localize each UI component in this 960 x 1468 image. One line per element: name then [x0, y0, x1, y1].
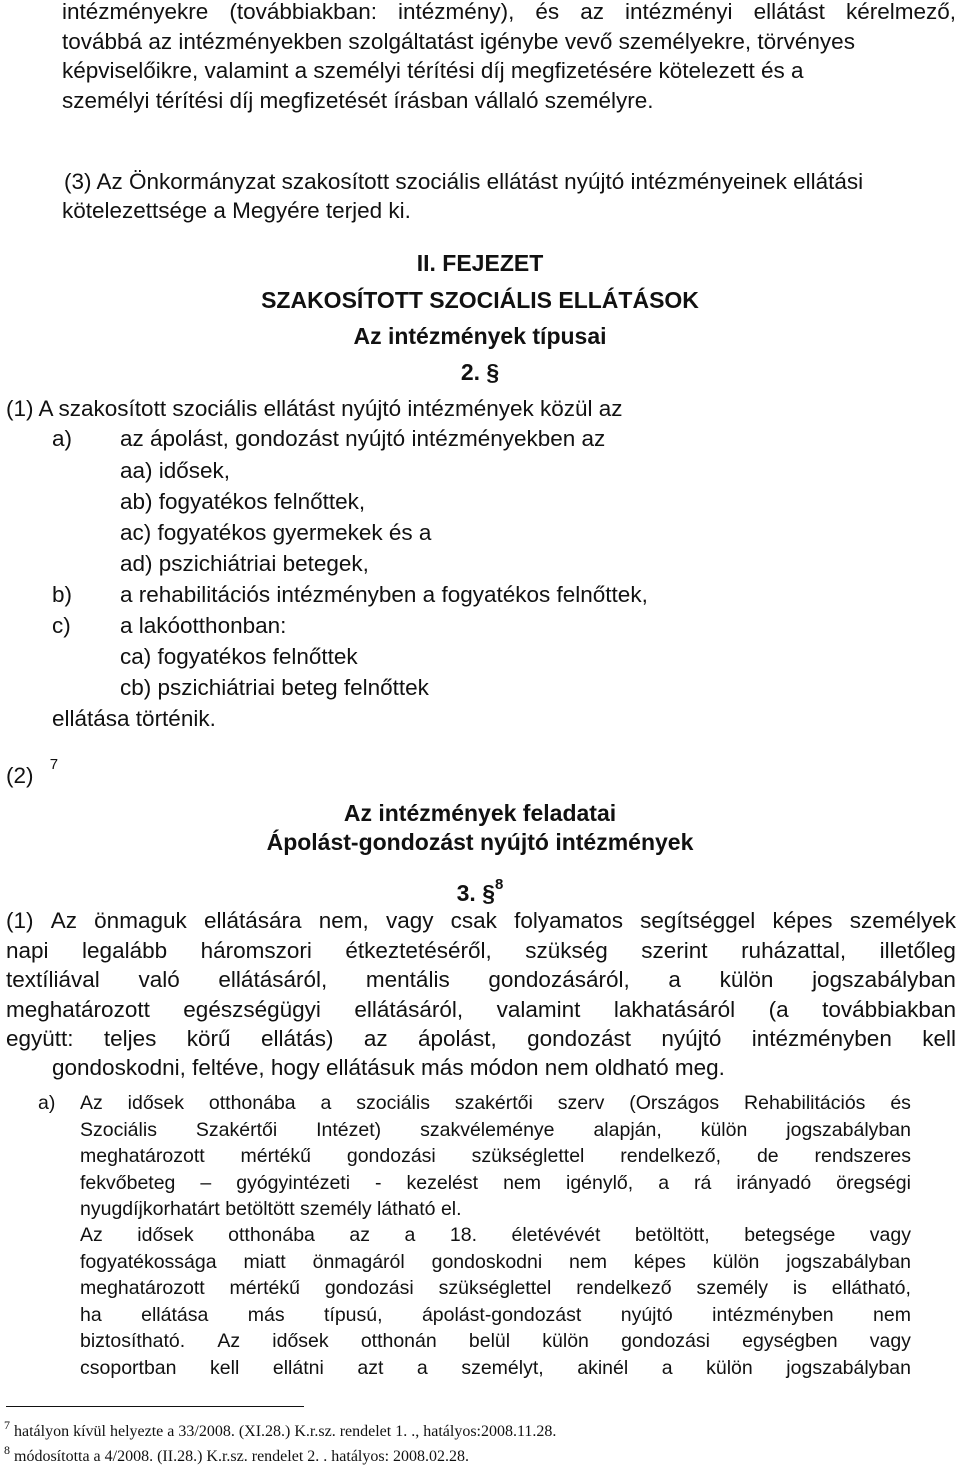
word: ruházattal,	[741, 937, 847, 963]
word: szakértői	[454, 1092, 533, 1114]
word: nem	[503, 1171, 541, 1194]
word: 18.	[449, 1224, 477, 1246]
section-number-2: 2. §	[460, 359, 500, 385]
word: típusú,	[323, 1303, 383, 1326]
sec3-b-line	[80, 1249, 911, 1276]
word: (1)	[6, 908, 34, 933]
word: meghatározott	[80, 1277, 205, 1299]
sec3-p1-line	[6, 995, 956, 1025]
word: képes	[772, 908, 833, 933]
word: folyamatos	[514, 908, 623, 933]
word: belül	[468, 1330, 511, 1352]
list-item-a: az ápolást, gondozást nyújtó intézményekben az	[120, 426, 606, 451]
list-item-cb: cb) pszichiátriai beteg felnőttek	[120, 675, 429, 700]
word: Szakértői	[195, 1118, 278, 1141]
word: étkeztetéséről,	[345, 937, 492, 963]
chapter-number: II. FEJEZET	[416, 250, 544, 276]
footnote-ref-8: 8	[495, 876, 504, 893]
list-label-a: a)	[52, 426, 73, 451]
word: lakhatásáról	[613, 996, 736, 1022]
word: idősek	[137, 1224, 194, 1246]
word: való	[138, 967, 180, 992]
sec2-p1: (1) A szakosított szociális ellátást nyújtó intézmények közül az	[6, 396, 623, 421]
word: Az	[50, 908, 77, 933]
sec2-p2-label: (2)	[6, 763, 34, 788]
list-label-c: c)	[52, 613, 71, 638]
word: kell	[210, 1356, 240, 1379]
word: ellátni	[272, 1356, 324, 1379]
word: Az	[80, 1092, 103, 1114]
word: személyek	[849, 908, 956, 933]
word: intézményi	[625, 0, 733, 24]
word: gondozási	[621, 1330, 710, 1352]
footnote-ref-7: 7	[49, 756, 59, 773]
word: szükséglettel	[438, 1277, 552, 1299]
word: rá	[694, 1171, 712, 1194]
word: betöltött,	[634, 1224, 710, 1246]
sec3-p1-line	[6, 936, 956, 966]
word: a	[658, 1171, 670, 1194]
chapter-title: SZAKOSÍTOTT SZOCIÁLIS ELLÁTÁSOK	[261, 287, 699, 313]
word: idősek	[127, 1092, 185, 1114]
word: öregségi	[836, 1171, 911, 1194]
word: külön	[706, 1356, 753, 1379]
word: jogszabályban	[786, 1118, 911, 1141]
word: csak	[450, 908, 497, 933]
word: nyújtó	[620, 1303, 673, 1326]
word: mértékű	[229, 1277, 300, 1299]
intro-line-2: továbbá az intézményekben szolgáltatást igénybe vevő személyekre, törvényes	[62, 29, 855, 54]
footnote-separator	[6, 1406, 304, 1407]
intro-line-3: képviselőikre, valamint a személyi térítési díj megfizetésére kötelezett és a	[62, 58, 804, 83]
word: Az	[217, 1330, 241, 1352]
word: ápolást-gondozást	[421, 1303, 582, 1326]
word: -	[375, 1171, 382, 1194]
word: miatt	[243, 1250, 286, 1273]
word: és	[535, 0, 560, 24]
sec3-p1-line	[6, 1024, 956, 1054]
section-heading: Az intézmények típusai	[353, 323, 607, 349]
word: betegsége	[744, 1224, 836, 1246]
word: továbbiakban	[822, 996, 956, 1022]
sec3-a-line	[80, 1117, 911, 1144]
sec3-b-line	[80, 1275, 911, 1302]
word: akinél	[577, 1356, 629, 1379]
list-item-ac: ac) fogyatékos gyermekek és a	[120, 520, 432, 545]
word: idősek	[272, 1330, 329, 1352]
sec3-p1-last: gondoskodni, feltéve, hogy ellátásuk más módon nem oldható meg.	[52, 1055, 725, 1080]
word: intézmény),	[398, 0, 515, 24]
word: nem	[873, 1303, 911, 1326]
word: segítséggel	[640, 908, 756, 933]
word: (a	[768, 996, 789, 1022]
sec3-p1-line	[6, 965, 956, 995]
word: az	[363, 1026, 388, 1051]
word: kérelmező,	[845, 0, 956, 24]
word: külön	[542, 1330, 589, 1352]
word: teljes	[103, 1026, 157, 1051]
sec3-b-line	[80, 1302, 911, 1329]
word: ellátása	[141, 1303, 209, 1326]
list-item-ad: ad) pszichiátriai betegek,	[120, 551, 369, 576]
sec3-a-last: nyugdíjkorhatárt betöltött személy látható el.	[80, 1198, 462, 1220]
word: vagy	[385, 908, 434, 933]
word: jogszabályban	[812, 967, 956, 992]
word: szerint	[641, 937, 708, 963]
list-item-ab: ab) fogyatékos felnőttek,	[120, 489, 366, 514]
footnote-8: $^8$ módosította a 4/2008. (II.28.) K.r.sz. rendelet 2. . hatályos: 2008.02.28.	[4, 1443, 470, 1465]
word: életévévét	[511, 1224, 601, 1246]
word: ellátást	[753, 0, 825, 24]
word: meghatározott	[80, 1145, 205, 1167]
word: Az	[80, 1224, 103, 1246]
word: ápolást,	[417, 1026, 497, 1051]
word: ha	[80, 1303, 102, 1326]
word: a	[320, 1092, 332, 1114]
word: külön	[719, 967, 774, 992]
word: mentális	[365, 967, 450, 992]
word: gondozást	[527, 1026, 631, 1051]
word: biztosítható.	[80, 1330, 186, 1352]
list-item-aa: aa) idősek,	[120, 458, 231, 483]
word: ellátás)	[260, 1026, 334, 1051]
word: külön	[712, 1250, 760, 1273]
word: vagy	[869, 1224, 911, 1246]
word: gyógyintézeti	[236, 1171, 351, 1194]
sec3-a-label: a)	[38, 1092, 56, 1114]
sec2-closing: ellátása történik.	[52, 706, 216, 731]
word: is	[792, 1277, 807, 1299]
word: szociális	[356, 1092, 430, 1114]
sec3-a-line	[80, 1170, 911, 1197]
word: más	[247, 1303, 285, 1326]
word: rendelkező,	[620, 1145, 722, 1167]
word: együtt:	[6, 1026, 74, 1051]
word: rendszeres	[814, 1145, 911, 1167]
word: szakvéleménye	[420, 1118, 555, 1141]
word: napi	[6, 937, 49, 963]
word: jogszabályban	[786, 1250, 911, 1273]
word: az	[580, 0, 604, 24]
para3-line-2: kötelezettsége a Megyére terjed ki.	[62, 198, 411, 223]
word: azt	[357, 1356, 384, 1379]
word: irányadó	[736, 1171, 812, 1194]
word: vagy	[869, 1330, 911, 1352]
word: egészségügyi	[183, 996, 321, 1022]
word: Intézet)	[316, 1118, 382, 1141]
word: körű	[186, 1026, 231, 1051]
word: személy	[696, 1277, 768, 1299]
word: rendelkező	[576, 1277, 672, 1299]
word: mértékű	[240, 1145, 311, 1167]
intro-line-4: személyi térítési díj megfizetését írásban vállaló személyre.	[62, 88, 654, 113]
word: nem,	[318, 908, 369, 933]
word: fekvőbeteg	[80, 1171, 176, 1194]
word: gondozási	[324, 1277, 414, 1299]
word: önmagáról	[312, 1250, 405, 1273]
word: meghatározott	[6, 996, 150, 1022]
word: külön	[700, 1118, 748, 1141]
word: legalább	[82, 937, 168, 963]
para3-line-1: (3) Az Önkormányzat szakosított szociális ellátást nyújtó intézményeinek ellátási	[64, 169, 864, 194]
sec2-p2	[6, 750, 58, 791]
intro-line-1	[62, 0, 956, 27]
word: Rehabilitációs	[744, 1092, 866, 1114]
word: intézményben	[751, 1026, 892, 1051]
word: alapján,	[593, 1118, 662, 1141]
word: kell	[922, 1026, 956, 1051]
word: a	[416, 1356, 428, 1379]
word: az	[349, 1224, 371, 1246]
word: a	[661, 1356, 673, 1379]
word: gondoskodni	[431, 1250, 543, 1273]
list-item-c: a lakóotthonban:	[120, 613, 287, 638]
word: csoportban	[80, 1356, 177, 1379]
word: fogyatékossága	[80, 1250, 217, 1273]
word: háromszori	[200, 937, 312, 963]
word: és	[890, 1092, 911, 1114]
word: nyújtó	[661, 1026, 722, 1051]
word: (Országos	[629, 1092, 720, 1114]
word: szükséglettel	[471, 1145, 585, 1167]
word: intézményben	[712, 1303, 834, 1326]
word: gondozásáról,	[488, 967, 630, 992]
word: Szociális	[80, 1118, 157, 1141]
word: –	[200, 1171, 212, 1194]
footnote-7: $^7$ hatályon kívül helyezte a 33/2008. (XI.28.) K.r.sz. rendelet 1. ., hatályos:2008.11.28.	[4, 1418, 557, 1440]
word: de	[756, 1145, 779, 1167]
word: valamint	[496, 996, 581, 1022]
list-label-b: b)	[52, 582, 73, 607]
list-item-ca: ca) fogyatékos felnőttek	[120, 644, 358, 669]
word: egységben	[742, 1330, 838, 1352]
word: szükség	[525, 937, 608, 963]
sec3-p1-line	[6, 906, 956, 936]
word: szerv	[557, 1092, 605, 1114]
word: ellátására	[203, 908, 302, 933]
word: gondozási	[346, 1145, 436, 1167]
word: otthonába	[208, 1092, 296, 1114]
word: jogszabályban	[786, 1356, 911, 1379]
word: igénylő,	[565, 1171, 634, 1194]
word: ellátásáról,	[354, 996, 464, 1022]
word: kezelést	[406, 1171, 479, 1194]
sec3-b-line	[80, 1328, 911, 1355]
word: ellátásáról,	[218, 967, 328, 992]
sec3-a-line	[80, 1090, 911, 1117]
word: otthonába	[228, 1224, 315, 1246]
word: (továbbiakban:	[229, 0, 377, 24]
tasks-title: Az intézmények feladatai	[343, 800, 617, 826]
word: textíliával	[6, 967, 100, 992]
word: személyt,	[461, 1356, 544, 1379]
word: önmaguk	[94, 908, 187, 933]
word: ellátható,	[831, 1277, 911, 1299]
sec3-b-line	[80, 1222, 911, 1249]
tasks-subtitle: Ápolást-gondozást nyújtó intézmények	[266, 829, 694, 855]
sec3-b-line	[80, 1355, 911, 1382]
word: intézményekre	[62, 0, 209, 24]
section-number-3: 3. §$^8$	[456, 876, 504, 906]
word: otthonán	[360, 1330, 437, 1352]
word: nem	[569, 1250, 607, 1273]
word: képes	[633, 1250, 686, 1273]
sec3-a-line	[80, 1143, 911, 1170]
list-item-b: a rehabilitációs intézményben a fogyatékos felnőttek,	[120, 582, 648, 607]
word: a	[404, 1224, 416, 1246]
word: a	[668, 967, 681, 992]
word: illetőleg	[879, 937, 956, 963]
